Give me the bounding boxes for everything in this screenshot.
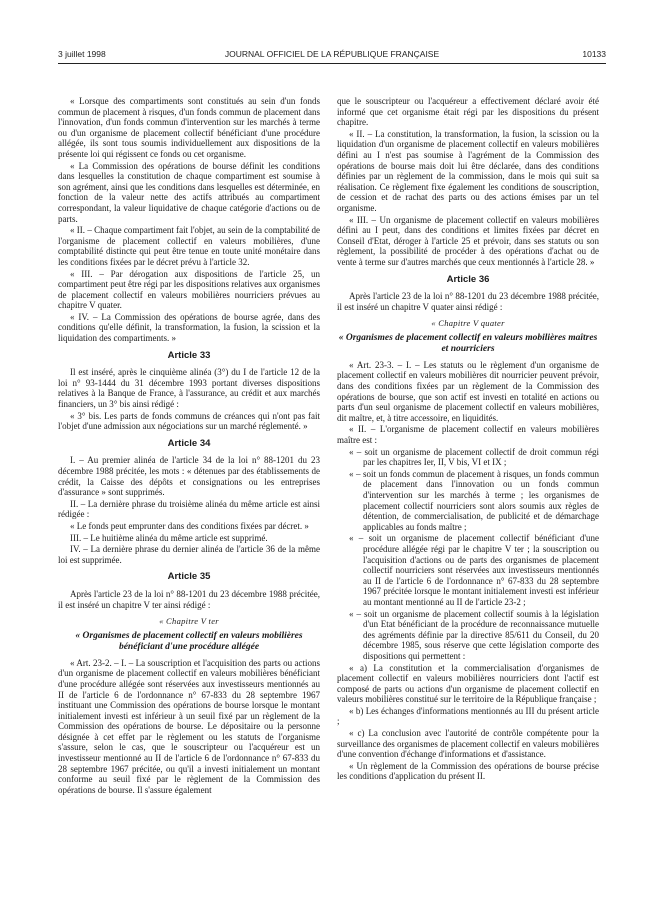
chapter-label: « Chapitre V ter xyxy=(159,616,219,627)
paragraph: « La Commission des opérations de bourse définit les conditions dans lesquelles la constitution de chaque compartiment est soumise à son agrément, ainsi que les conditions dans lesquelles est déterminée, en fonction de la valeur nette des actifs attribués au compartiment correspondant, la valeur liquidative de chaque catégorie d'actions ou de parts. xyxy=(58,160,320,224)
paragraph: Il est inséré, après le cinquième alinéa (3°) du I de l'article 12 de la loi n° 93-1444 du 31 décembre 1993 portant diverses dispositions relatives à la Banque de France, à l'assurance, au crédit et aux marchés financiers, un 3° bis ainsi rédigé : xyxy=(58,367,320,410)
article-35-heading: Article 35 xyxy=(167,571,211,583)
paragraph: que le souscripteur ou l'acquéreur a effectivement déclaré avoir été informé que cet organisme était régi par les dispositions du présent chapitre. xyxy=(337,96,599,128)
article-34-heading: Article 34 xyxy=(167,437,211,449)
right-column xyxy=(337,96,599,783)
chapter-title: « Organismes de placement collectif en valeurs mobilières bénéficiant d'une procédure allégée xyxy=(75,630,303,652)
header-date: 3 juillet 1998 xyxy=(58,49,106,59)
article-36-heading: Article 36 xyxy=(446,273,490,285)
paragraph: IV. – La dernière phrase du dernier alinéa de l'article 36 de la même loi est supprimée. xyxy=(58,544,320,565)
paragraph: « II. – La constitution, la transformation, la fusion, la scission ou la liquidation d'un organisme de placement collectif en valeurs mobilières défini au I n'est pas soumise à l'agrément de la Commission des opérations de bourse mais doit lui être déclarée, dans des conditions définies par un règlement de la commission, dans le mois qui suit sa réalisation. Ce règlement fixe également les conditions de souscription, de cession et de rachat des parts ou des actions émises par un tel organisme. xyxy=(337,128,599,213)
paragraph: « Art. 23-3. – I. – Les statuts ou le règlement d'un organisme de placement collectif en valeurs mobilières dit nourricier peuvent prévoir, dans des conditions fixées par un règlement de la Commission des opérations de bourse, que son actif est investi en totalité en actions ou parts d'un seul organisme de placement collectif en valeurs mobilières, dit maître, et, à titre accessoire, en liquidités. xyxy=(337,359,599,423)
list-item: « – soit un organisme de placement collectif soumis à la législation d'un Etat bénéficiant de la procédure de reconnaissance mutuelle des agréments définie par la directive 85/611 du Conseil, du 20 décembre 1985, sous réserve que cette législation comporte des dispositions qui permettent : xyxy=(349,608,599,661)
article-33-heading: Article 33 xyxy=(167,349,211,361)
paragraph: « c) La conclusion avec l'autorité de contrôle compétente pour la surveillance des organismes de placement collectif en valeurs mobilières d'une convention d'échange d'informations et d'assistance. xyxy=(337,728,599,760)
page-header xyxy=(58,49,606,62)
paragraph: « b) Les échanges d'informations mentionnés au III du présent article ; xyxy=(337,705,599,727)
left-column xyxy=(58,96,320,796)
paragraph: « Un règlement de la Commission des opérations de bourse précise les conditions d'application du présent II. xyxy=(337,760,599,782)
chapter-label: « Chapitre V quater xyxy=(431,318,505,329)
paragraph: « IV. – La Commission des opérations de bourse agrée, dans des conditions qu'elle définit, la transformation, la fusion, la scission et la liquidation des compartiments. » xyxy=(58,311,320,344)
list-item: « – soit un fonds commun de placement à risques, un fonds commun de placement dans l'innovation ou un fonds commun d'intervention sur les marchés à terme ; les organismes de placement collectif nourriciers sont alors soumis aux règles de détention, de commercialisation, de publicité et de démarchage applicables au fonds maître ; xyxy=(349,468,599,532)
paragraph: « a) La constitution et la commercialisation d'organismes de placement collectif en valeurs mobilières nourriciers dont l'actif est composé de parts ou actions d'un organisme de placement collectif en valeurs mobilières constitué sur le territoire de la République française ; xyxy=(337,662,599,705)
header-rule xyxy=(58,63,606,64)
chapter-title: « Organismes de placement collectif en valeurs mobilières maîtres et nourriciers xyxy=(338,332,598,354)
paragraph: II. – La dernière phrase du troisième alinéa du même article est ainsi rédigée : xyxy=(58,498,320,520)
paragraph: « III. – Par dérogation aux dispositions de l'article 25, un compartiment peut être régi par les dispositions relatives aux organismes de placement collectif en valeurs mobilières nourriciers prévues au chapitre V quater. xyxy=(58,268,321,311)
paragraph: « II. – L'organisme de placement collectif en valeurs mobilières maître est : xyxy=(337,424,599,446)
paragraph: Après l'article 23 de la loi n° 88-1201 du 23 décembre 1988 précitée, il est inséré un chapitre V quater ainsi rédigé : xyxy=(337,291,599,312)
paragraph: III. – Le huitième alinéa du même article est supprimé. xyxy=(70,532,268,543)
paragraph: Après l'article 23 de la loi n° 88-1201 du 23 décembre 1988 précitée, il est inséré un chapitre V ter ainsi rédigé : xyxy=(58,588,320,610)
paragraph: I. – Au premier alinéa de l'article 34 de la loi n° 88-1201 du 23 décembre 1988 précitée, les mots : « détenues par des établissements de crédit, la Caisse des dépôts et consignations ou les entreprises d'assurance » sont supprimés. xyxy=(58,455,320,498)
paragraph: « Art. 23-2. – I. – La souscription et l'acquisition des parts ou actions d'un organisme de placement collectif en valeurs mobilières bénéficiant d'une procédure allégée sont réservées aux investisseurs mentionnés au II de l'article 6 de l'ordonnance n° 67-833 du 28 septembre 1967 instituant une Commission des opérations de bourse lorsque le montant initialement investi est inférieur à un seuil fixé par un règlement de la Commission des opérations de bourse. Le dépositaire ou la personne désignée à cet effet par le règlement ou les statuts de l'organisme s'assure, selon le cas, que le souscripteur ou l'acquéreur est un investisseur mentionné au II de l'article 6 de l'ordonnance n° 67-833 du 28 septembre 1967 précitée, ou qu'il a investi initialement un montant conforme au seuil fixé par le règlement de la Commission des opérations de bourse. Il s'assure également xyxy=(58,657,320,795)
header-page-number: 10133 xyxy=(582,49,606,59)
paragraph: « II. – Chaque compartiment fait l'objet, au sein de la comptabilité de l'organisme de placement collectif en valeurs mobilières, d'une comptabilité distincte qui peut être tenue en toute unité monétaire dans les conditions fixées par le décret prévu à l'article 32. xyxy=(58,225,320,267)
paragraph: « Le fonds peut emprunter dans des conditions fixées par décret. » xyxy=(70,520,309,531)
list-item: « – soit un organisme de placement collectif bénéficiant d'une procédure allégée régi par le chapitre V ter ; la souscription ou l'acquisition d'actions ou de parts des organismes de placement collectif nourriciers sont réservées aux investisseurs mentionnés au II de l'article 6 de l'ordonnance n° 67-833 du 28 septembre 1967 précitée lorsque le montant initialement investi est inférieur au montant mentionné au II de l'article 23-2 ; xyxy=(349,533,599,607)
paragraph: « Lorsque des compartiments sont constitués au sein d'un fonds commun de placement à risques, d'un fonds commun de placement dans l'innovation, d'un fonds commun d'intervention sur les marchés à terme ou d'un organisme de placement collectif bénéficiant d'une procédure allégée, ils sont tous soumis individuellement aux dispositions de la présente loi qui régissent ce fonds ou cet organisme. xyxy=(58,96,320,159)
list-item: « – soit un organisme de placement collectif de droit commun régi par les chapitres Ier, II, V bis, VI et IX ; xyxy=(349,446,599,468)
paragraph: « III. – Un organisme de placement collectif en valeurs mobilières défini au I peut, dans des conditions et limites fixées par décret en Conseil d'Etat, déroger à l'article 25 et prévoir, dans ses statuts ou son règlement, la possibilité de procéder à des opérations d'achat ou de vente à terme sur d'autres marchés que ceux mentionnés à l'article 28. » xyxy=(337,214,599,267)
paragraph: « 3° bis. Les parts de fonds communs de créances qui n'ont pas fait l'objet d'une admission aux négociations sur un marché réglementé. » xyxy=(58,410,320,432)
header-journal-title: JOURNAL OFFICIEL DE LA RÉPUBLIQUE FRANÇAISE xyxy=(224,49,440,59)
